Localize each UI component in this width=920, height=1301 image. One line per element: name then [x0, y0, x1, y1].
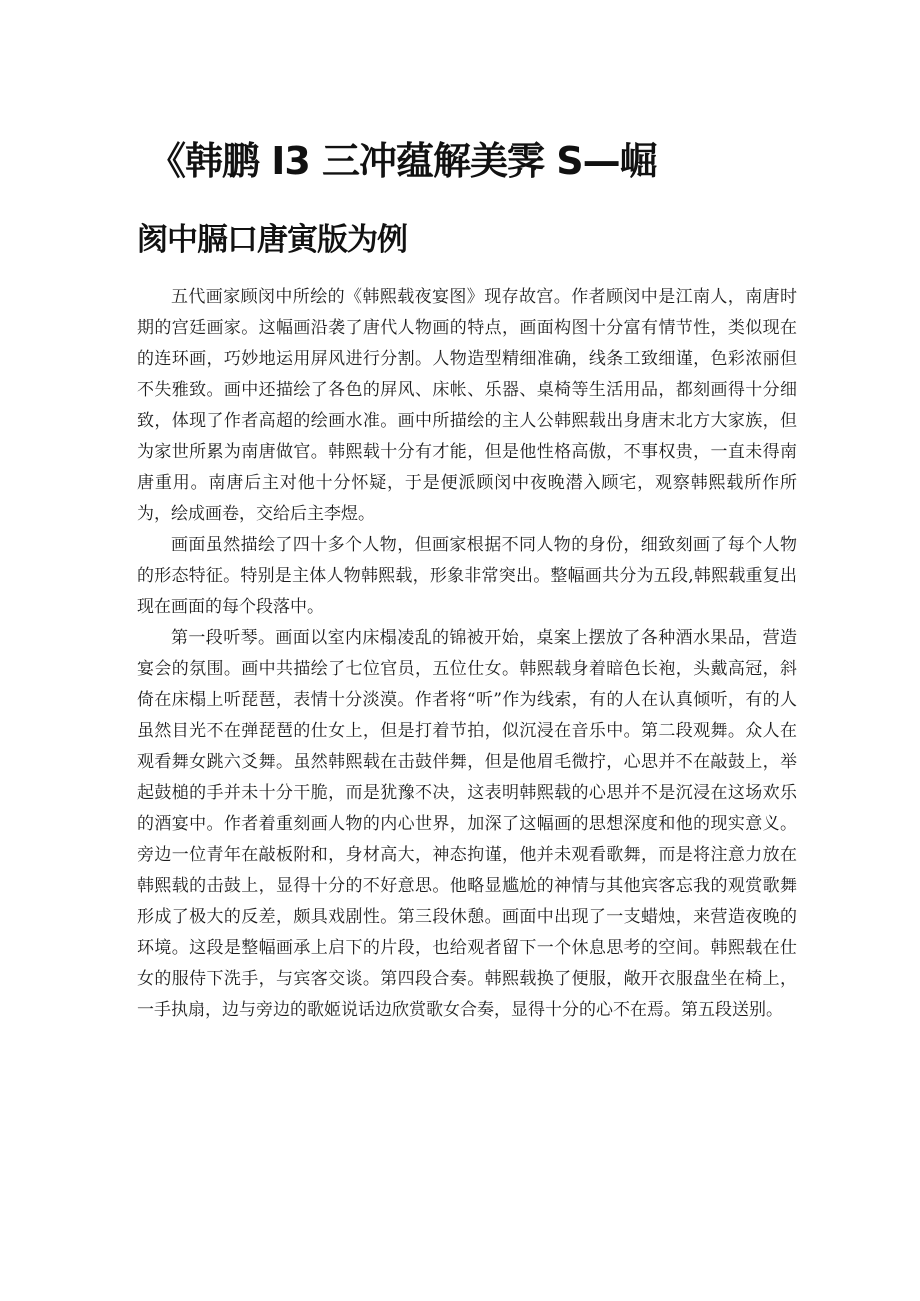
document-body: [137, 282, 797, 1026]
paragraph-intro: 五代画家顾闵中所绘的《韩熙载夜宴图》现存故宫。作者顾闵中是江南人，南唐时期的宫廷画家。这幅画沿袭了唐代人物画的特点，画面构图十分富有情节性，类似现在的连环画，巧妙地运用屏风进行分割。人物造型精细准确，线条工致细谨，色彩浓丽但不失雅致。画中还描绘了各色的屏风、床帐、乐器、桌椅等生活用品，都刻画得十分细致，体现了作者高超的绘画水准。画中所描绘的主人公韩熙载出身唐末北方大家族，但为家世所累为南唐做官。韩熙载十分有才能，但是他性格高傲，不事权贵，一直未得南唐重用。南唐后主对他十分怀疑，于是便派顾闵中夜晚潜入顾宅，观察韩熙载所作所为，绘成画卷，交给后主李煜。: [137, 287, 797, 524]
document-title-line-2: 阂中膈口唐寅版为例: [137, 222, 407, 258]
paragraph-figures: 画面虽然描绘了四十多个人物，但画家根据不同人物的身份，细致刻画了每个人物的形态特征。特别是主体人物韩熙载，形象非常突出。整幅画共分为五段,韩熙载重复出现在画面的每个段落中。: [137, 535, 797, 617]
paragraph-sections: 第一段听琴。画面以室内床榻凌乱的锦被开始，桌案上摆放了各种酒水果品，营造宴会的氛围。画中共描绘了七位官员，五位仕女。韩熙载身着暗色长袍，头戴高冠，斜倚在床榻上听琵琶，表情十分淡漠。作者将“听”作为线索，有的人在认真倾听，有的人虽然目光不在弹琵琶的仕女上，但是打着节拍，似沉浸在音乐中。第二段观舞。众人在观看舞女跳六爻舞。虽然韩熙载在击鼓伴舞，但是他眉毛微拧，心思并不在敲鼓上，举起鼓槌的手并未十分干脆，而是犹豫不决，这表明韩熙载的心思并不是沉浸在这场欢乐的酒宴中。作者着重刻画人物的内心世界，加深了这幅画的思想深度和他的现实意义。旁边一位青年在敲板附和，身材高大，神态拘谨，他并未观看歌舞，而是将注意力放在韩熙载的击鼓上，显得十分的不好意思。他略显尴尬的神情与其他宾客忘我的观赏歌舞形成了极大的反差，颇具戏剧性。第三段休憩。画面中出现了一支蜡烛，来营造夜晚的环境。这段是整幅画承上启下的片段，也给观者留下一个休息思考的空间。韩熙载在仕女的服侍下洗手，与宾客交谈。第四段合奏。韩熙载换了便服，敞开衣服盘坐在椅上，一手执扇，边与旁边的歌姬说话边欣赏歌女合奏，显得十分的心不在焉。第五段送别。: [137, 628, 797, 1020]
document-title-line-1: 《韩鹏 I3 三冲蕴解美霁 S—崛: [148, 139, 657, 183]
